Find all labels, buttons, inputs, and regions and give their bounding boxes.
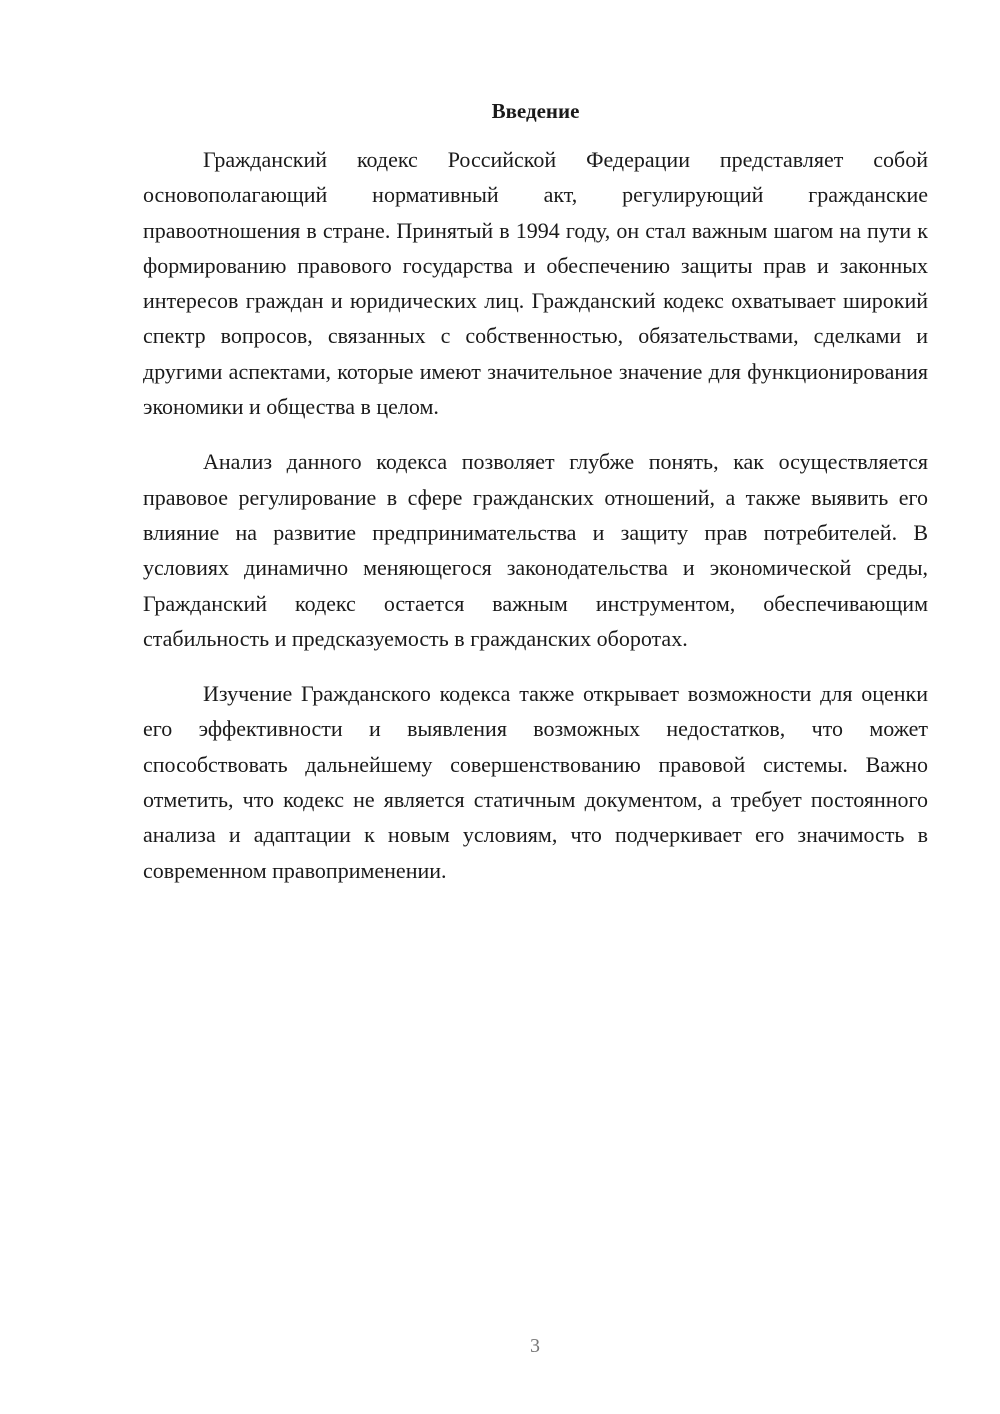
section-heading: Введение — [491, 99, 580, 123]
paragraph-3: Изучение Гражданского кодекса также открывает возможности для оценки его эффективности и выявления возможных недостатков, что может способствовать дальнейшему совершенствованию правовой системы. Важно отметить, что кодекс не является статичным документом, а требует постоянного анализа и адаптации к новым условиям, что подчеркивает его значимость в современном правоприменении. — [143, 681, 928, 883]
page-number: 3 — [530, 1335, 540, 1357]
body-text — [143, 142, 928, 908]
paragraph-1: Гражданский кодекс Российской Федерации представляет собой основополагающий нормативный акт, регулирующий гражданские правоотношения в стране. Принятый в 1994 году, он стал важным шагом на пути к формированию правового государства и обеспечению защиты прав и законных интересов граждан и юридических лиц. Гражданский кодекс охватывает широкий спектр вопросов, связанных с собственностью, обязательствами, сделками и другими аспектами, которые имеют значительное значение для функционирования экономики и общества в целом. — [143, 147, 928, 420]
paragraph-2: Анализ данного кодекса позволяет глубже понять, как осуществляется правовое регулирование в сфере гражданских отношений, а также выявить его влияние на развитие предпринимательства и защиту прав потребителей. В условиях динамично меняющегося законодательства и экономической среды, Гражданский кодекс остается важным инструментом, обеспечивающим стабильность и предсказуемость в гражданских оборотах. — [143, 449, 928, 651]
